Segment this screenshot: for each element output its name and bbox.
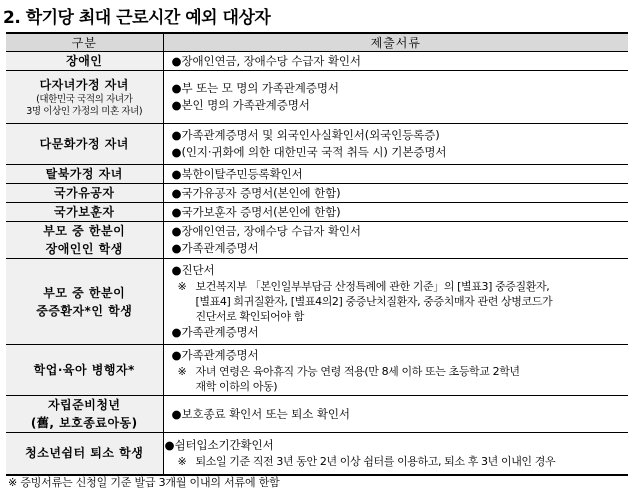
- documents-cell: [163, 259, 628, 345]
- bullet-icon: ●: [171, 204, 182, 219]
- category-cell: [6, 222, 163, 259]
- requirements-table: [6, 32, 628, 476]
- document-note: [164, 279, 629, 294]
- note-text: 보건복지부 「본인일부부담금 산정특례에 관한 기준」의 [별표3] 중증질환자,: [195, 280, 550, 293]
- category-name-line2: (舊, 보호종료아동): [30, 416, 138, 430]
- category-cell: [6, 71, 163, 124]
- documents-cell: [163, 203, 628, 222]
- table-row: [6, 203, 628, 222]
- category-name: 학업·육아 병행자*: [33, 363, 135, 377]
- category-name: 국가보훈자: [54, 205, 115, 219]
- header-category: 구분: [6, 33, 163, 52]
- document-text: 장애인연금, 장애수당 수급자 확인서: [181, 53, 361, 68]
- document-item: [164, 223, 629, 240]
- document-note: [164, 364, 629, 379]
- category-name: 국가유공자: [54, 186, 115, 200]
- document-text: 국가유공자 증명서(본인에 한함): [181, 185, 341, 200]
- document-text: 부 또는 모 명의 가족관계증명서: [181, 81, 339, 95]
- document-text: 본인 명의 가족관계증명서: [181, 98, 310, 112]
- bullet-icon: ●: [171, 81, 182, 95]
- note-text: 자녀 연령은 육아휴직 가능 연령 적용(만 8세 이하 또는 초등학교 2학년: [195, 364, 520, 378]
- category-cell: [6, 259, 163, 345]
- category-name: 다문화가정 자녀: [39, 137, 129, 151]
- category-note: (대한민국 국적의 자녀가: [36, 94, 133, 105]
- document-item: [164, 97, 629, 114]
- header-documents: 제출서류: [163, 33, 628, 52]
- note-mark-icon: ※: [177, 364, 187, 378]
- category-name: 자립준비청년: [47, 398, 121, 412]
- category-name: 탈북가정 자녀: [45, 167, 123, 181]
- document-text: 장애인연금, 장애수당 수급자 확인서: [181, 224, 361, 238]
- category-cell: [6, 124, 163, 165]
- note-text-continued: [별표4] 희귀질환자, [별표4의2] 중증난치질환자, 중증치매자 관련 상병코드가: [195, 295, 553, 308]
- bullet-icon: ●: [171, 263, 182, 277]
- documents-cell: [163, 396, 628, 433]
- document-item: [164, 347, 629, 364]
- document-item: [164, 127, 629, 144]
- documents-cell: [163, 345, 628, 396]
- bullet-icon: ●: [171, 325, 182, 339]
- table-row: [6, 52, 628, 71]
- category-name: 다자녀가정 자녀: [39, 78, 129, 92]
- documents-cell: [163, 433, 628, 475]
- bullet-icon: ●: [171, 185, 182, 200]
- document-text: 북한이탈주민등록확인서: [181, 166, 303, 181]
- bullet-icon: ●: [171, 406, 182, 421]
- note-text-continued: 재학 이하의 아동): [195, 379, 278, 393]
- document-text: 가족관계증명서: [181, 241, 259, 255]
- document-item: [164, 324, 629, 341]
- bullet-icon: ●: [171, 53, 182, 68]
- document-text: 가족관계증명서 및 외국인사실확인서(외국인등록증): [181, 128, 440, 142]
- document-item: [164, 240, 629, 257]
- documents-cell: [163, 222, 628, 259]
- category-cell: [6, 165, 163, 184]
- note-mark-icon: ※: [177, 280, 187, 293]
- category-note: 3명 이상인 가정의 미혼 자녀): [26, 106, 143, 117]
- table-row: [6, 124, 628, 165]
- bullet-icon: ●: [171, 224, 182, 238]
- category-name: 부모 중 한분이: [43, 285, 126, 300]
- document-text: (인지·귀화에 의한 대한민국 국적 취득 시) 기본증명서: [181, 145, 447, 159]
- bullet-icon: ●: [171, 241, 182, 255]
- bullet-icon: ●: [171, 98, 182, 112]
- bullet-icon: ●: [171, 128, 182, 142]
- table-body: [6, 52, 628, 475]
- documents-cell: [163, 165, 628, 184]
- document-note: [164, 454, 629, 469]
- table-row: [6, 345, 628, 396]
- document-item: [164, 144, 629, 161]
- category-name: 청소년쉼터 퇴소 학생: [25, 446, 144, 461]
- document-item: [164, 185, 629, 202]
- document-item: [164, 80, 629, 97]
- category-cell: [6, 345, 163, 396]
- table-row: [6, 165, 628, 184]
- category-cell: [6, 52, 163, 71]
- document-item: [164, 406, 629, 423]
- category-name-line2: 장애인인 학생: [45, 242, 123, 256]
- document-text: 가족관계증명서: [181, 325, 259, 339]
- note-mark-icon: ※: [177, 455, 187, 469]
- category-name: 부모 중 한분이: [43, 224, 126, 238]
- table-row: [6, 396, 628, 433]
- document-text: 쉼터입소기간확인서: [174, 438, 274, 453]
- bullet-icon: ●: [171, 347, 182, 362]
- documents-cell: [163, 52, 628, 71]
- document-item: [164, 262, 629, 279]
- document-item: [164, 53, 629, 70]
- document-item: [164, 437, 629, 454]
- table-row: [6, 71, 628, 124]
- bullet-icon: ●: [171, 166, 182, 181]
- table-row: [6, 222, 628, 259]
- category-cell: [6, 184, 163, 203]
- category-cell: [6, 203, 163, 222]
- bullet-icon: ●: [171, 145, 182, 159]
- document-item: [164, 204, 629, 221]
- document-text: 가족관계증명서: [181, 347, 259, 362]
- category-name: 장애인: [66, 54, 103, 68]
- document-text: 보호종료 확인서 또는 퇴소 확인서: [181, 406, 350, 421]
- category-cell: [6, 433, 163, 475]
- table-row: [6, 259, 628, 345]
- documents-cell: [163, 124, 628, 165]
- document-text: 국가보훈자 증명서(본인에 한함): [181, 204, 341, 219]
- table-row: [6, 433, 628, 475]
- documents-cell: [163, 71, 628, 124]
- category-name-line2: 중증환자*인 학생: [36, 303, 133, 318]
- footnote: ※ 증빙서류는 신청일 기준 발급 3개월 이내의 서류에 한함: [8, 476, 280, 489]
- note-text: 퇴소일 기준 직전 3년 동안 2년 이상 쉼터를 이용하고, 퇴소 후 3년 이내인 경우: [195, 455, 556, 469]
- table-row: [6, 184, 628, 203]
- note-text-continued: 진단서로 확인되어야 함: [195, 310, 304, 323]
- document-item: [164, 166, 629, 183]
- table-header-row: [6, 33, 628, 52]
- document-text: 진단서: [181, 263, 215, 277]
- documents-cell: [163, 184, 628, 203]
- bullet-icon: ●: [164, 438, 175, 453]
- category-cell: [6, 396, 163, 433]
- page-title: 2. 학기당 최대 근로시간 예외 대상자: [3, 8, 271, 28]
